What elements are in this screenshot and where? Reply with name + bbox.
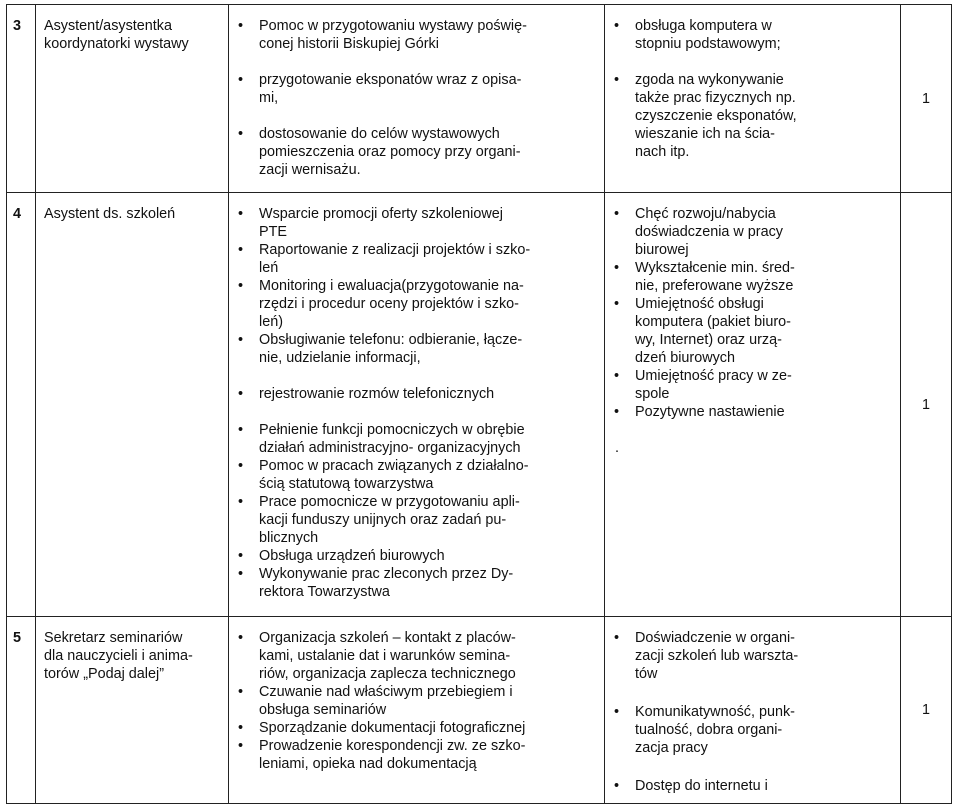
requirements-cell — [605, 193, 901, 617]
requirements-cell — [605, 617, 901, 804]
row-number: 5 — [7, 617, 36, 804]
task-item: • Pełnienie funkcji pomocniczych w obrębie działań administracyjno- organizacyjnych — [259, 421, 600, 457]
task-item: • dostosowanie do celów wystawowych pomieszczenia oraz pomocy przy organi- zacji wernisażu. — [259, 125, 600, 179]
requirement-item: • Komunikatywność, punk- tualność, dobra organi- zacja pracy — [635, 703, 896, 757]
count-cell: 1 — [901, 617, 952, 804]
count-cell: 1 — [901, 193, 952, 617]
row-number: 3 — [7, 5, 36, 193]
count-cell: 1 — [901, 5, 952, 193]
task-item: • Wykonywanie prac zleconych przez Dy- rektora Towarzystwa — [259, 565, 600, 601]
task-item: • Monitoring i ewaluacja(przygotowanie na- rzędzi i procedur oceny projektów i szko- leń) — [259, 277, 600, 331]
requirement-item: • Pozytywne nastawienie — [635, 403, 896, 421]
stray-dot: . — [615, 440, 619, 456]
table-row — [7, 617, 952, 804]
row-number: 4 — [7, 193, 36, 617]
requirement-item: • Doświadczenie w organi- zacji szkoleń lub warszta- tów — [635, 629, 896, 683]
task-item: • Obsługiwanie telefonu: odbieranie, łącze- nie, udzielanie informacji, — [259, 331, 600, 367]
requirement-item: • Dostęp do internetu i — [635, 777, 896, 795]
tasks-cell — [229, 5, 605, 193]
requirement-item: • Umiejętność obsługi komputera (pakiet biuro- wy, Internet) oraz urzą- dzeń biurowych — [635, 295, 896, 367]
task-item: • przygotowanie eksponatów wraz z opisa- mi, — [259, 71, 600, 107]
positions-table — [6, 4, 952, 804]
task-item: • Raportowanie z realizacji projektów i szko- leń — [259, 241, 600, 277]
position-name: Sekretarz seminariów dla nauczycieli i anima- torów „Podaj dalej” — [36, 617, 229, 804]
tasks-cell — [229, 617, 605, 804]
table-row — [7, 193, 952, 617]
task-item: • Prowadzenie korespondencji zw. ze szko- leniami, opieka nad dokumentacją — [259, 737, 600, 773]
task-item: • Sporządzanie dokumentacji fotograficznej — [259, 719, 600, 737]
tasks-cell — [229, 193, 605, 617]
task-item: • Obsługa urządzeń biurowych — [259, 547, 600, 565]
task-item: • rejestrowanie rozmów telefonicznych — [259, 385, 600, 403]
position-name: Asystent/asystentka koordynatorki wystawy — [36, 5, 229, 193]
requirement-item: • zgoda na wykonywanie także prac fizycznych np. czyszczenie eksponatów, wieszanie ich na ścia- nach itp. — [635, 71, 896, 161]
requirements-cell — [605, 5, 901, 193]
position-name: Asystent ds. szkoleń — [36, 193, 229, 617]
requirement-item: • Umiejętność pracy w ze- spole — [635, 367, 896, 403]
requirement-item: • obsługa komputera w stopniu podstawowym; — [635, 17, 896, 53]
task-item: • Organizacja szkoleń – kontakt z placów- kami, ustalanie dat i warunków semina- riów, organizacja zaplecza technicznego — [259, 629, 600, 683]
task-item: • Pomoc w pracach związanych z działalno- ścią statutową towarzystwa — [259, 457, 600, 493]
task-item: • Prace pomocnicze w przygotowaniu apli- kacji funduszy unijnych oraz zadań pu- blicznych — [259, 493, 600, 547]
task-item: • Pomoc w przygotowaniu wystawy poświę- conej historii Biskupiej Górki — [259, 17, 600, 53]
task-item: • Czuwanie nad właściwym przebiegiem i obsługa seminariów — [259, 683, 600, 719]
requirement-item: • Wykształcenie min. śred- nie, preferowane wyższe — [635, 259, 896, 295]
requirement-item: • Chęć rozwoju/nabycia doświadczenia w pracy biurowej — [635, 205, 896, 259]
task-item: • Wsparcie promocji oferty szkoleniowej PTE — [259, 205, 600, 241]
table-row — [7, 5, 952, 193]
